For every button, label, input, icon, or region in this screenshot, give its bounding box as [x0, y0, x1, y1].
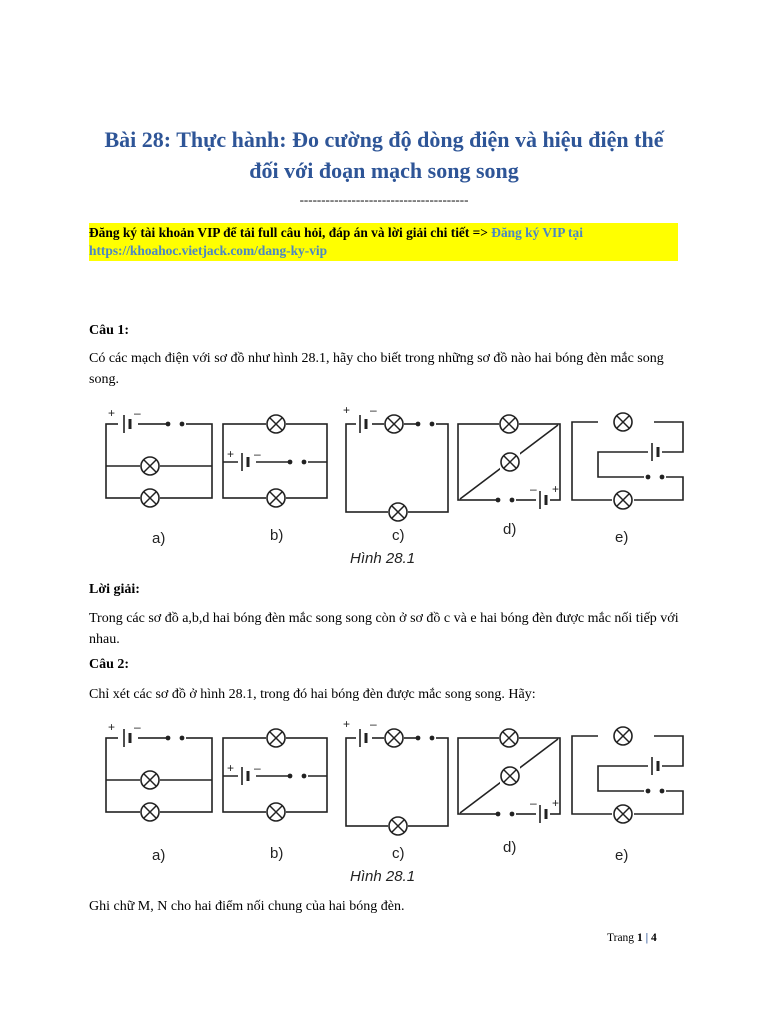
svg-text:–: –	[530, 796, 537, 810]
svg-text:+: +	[227, 761, 235, 775]
label-b: b)	[270, 527, 284, 544]
svg-text:–: –	[254, 447, 261, 461]
separator-line: ---------------------------------------	[299, 192, 469, 207]
svg-text:–: –	[134, 406, 141, 420]
svg-text:–: –	[254, 761, 261, 775]
instruction-text: Ghi chữ M, N cho hai điểm nối chung của hai bóng đèn.	[89, 899, 405, 914]
question-2-label: Câu 2:	[89, 657, 130, 672]
svg-text:–: –	[134, 720, 141, 734]
svg-text:+: +	[108, 406, 116, 420]
footer-total: 4	[650, 932, 657, 944]
vip-link-text[interactable]: Đăng ký VIP tại	[491, 225, 583, 240]
figure-caption: Hình 28.1	[350, 550, 416, 567]
svg-text:–: –	[370, 403, 377, 417]
figure-28-1-bottom	[98, 714, 698, 891]
circuit-diagram	[98, 400, 698, 572]
footer-prefix: Trang	[607, 932, 635, 944]
circuit-diagram-repeat	[98, 714, 698, 886]
label-b-2: b)	[270, 845, 284, 862]
svg-text:+: +	[552, 796, 560, 810]
footer-separator: |	[645, 932, 649, 944]
svg-text:–: –	[370, 717, 377, 731]
vip-banner	[89, 223, 678, 261]
svg-text:–: –	[530, 482, 537, 496]
vip-url-link[interactable]: https://khoahoc.vietjack.com/dang-ky-vip	[89, 242, 328, 258]
figure-28-1-top	[98, 400, 698, 577]
page-footer	[607, 932, 657, 944]
svg-text:+: +	[343, 403, 351, 417]
label-c-2: c)	[392, 845, 405, 862]
title-line-2: đối với đoạn mạch song song	[249, 158, 519, 183]
vip-banner-text: Đăng ký tài khoản VIP để tải full câu hỏi, đáp án và lời giải chi tiết =>	[89, 225, 492, 240]
svg-text:+: +	[343, 717, 351, 731]
label-a: a)	[152, 530, 166, 547]
solution-text: Trong các sơ đồ a,b,d hai bóng đèn mắc song song còn ở sơ đồ c và e hai bóng đèn được mắc nối tiếp với nhau.	[89, 611, 679, 647]
svg-text:+: +	[552, 482, 560, 496]
label-e-2: e)	[615, 847, 629, 864]
footer-page: 1	[636, 932, 643, 944]
label-d-2: d)	[503, 839, 517, 856]
label-a-2: a)	[152, 847, 166, 864]
question-1-label: Câu 1:	[89, 323, 130, 338]
solution-label: Lời giải:	[89, 582, 140, 597]
label-e: e)	[615, 529, 629, 546]
title-line-1: Bài 28: Thực hành: Đo cường độ dòng điện và hiệu điện thế	[104, 127, 664, 152]
question-1-text: Có các mạch điện với sơ đồ như hình 28.1, hãy cho biết trong những sơ đồ nào hai bóng đèn mắc song song.	[89, 351, 664, 387]
page-title	[60, 124, 708, 186]
svg-text:+: +	[227, 447, 235, 461]
label-d: d)	[503, 521, 517, 538]
label-c: c)	[392, 527, 405, 544]
svg-text:+: +	[108, 720, 116, 734]
figure-caption-2: Hình 28.1	[350, 868, 416, 885]
question-2-text: Chỉ xét các sơ đồ ở hình 28.1, trong đó hai bóng đèn được mắc song song. Hãy:	[89, 687, 536, 702]
